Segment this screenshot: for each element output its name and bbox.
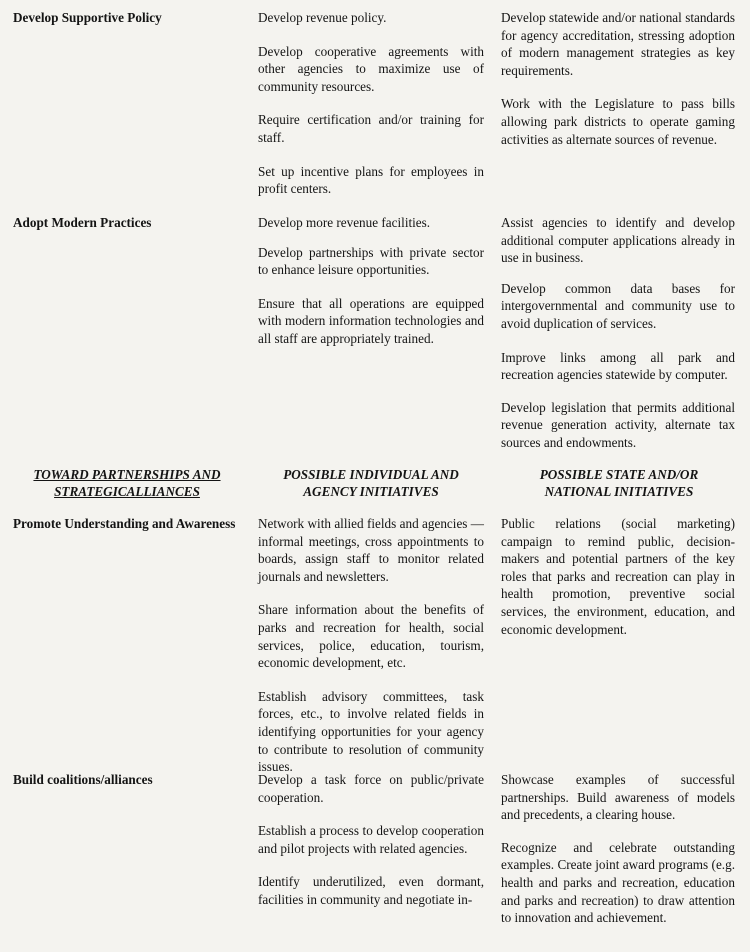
state-initiatives: [501, 771, 735, 927]
initiative-item: Ensure that all operations are equipped with modern information technologies and all staff are appropriately trained.: [258, 295, 484, 346]
initiative-item: Set up incentive plans for employees in profit centers.: [258, 163, 484, 197]
initiative-item: Recognize and celebrate outstanding examples. Create joint award programs (e.g. health and parks and recreation, education and parks and recreation) to draw attention to innovation and achievement.: [501, 839, 735, 926]
state-initiatives: [501, 515, 735, 638]
initiative-item: Develop more revenue facilities.: [258, 215, 431, 230]
initiative-item: Share information about the benefits of parks and recreation for health, social services, police, education, tourism, economic development, etc.: [258, 602, 484, 671]
individual-initiatives: [258, 214, 484, 348]
initiative-item: Showcase examples of successful partnerships. Build awareness of models and precedents, a clearing house.: [501, 772, 735, 823]
initiative-item: Develop revenue policy.: [258, 10, 387, 25]
state-initiatives: [501, 214, 735, 452]
column-header-individual: POSSIBLE INDIVIDUAL AND AGENCY INITIATIVES: [283, 467, 459, 499]
category-label: Adopt Modern Practices: [13, 215, 152, 230]
initiative-item: Improve links among all park and recreation agencies statewide by computer.: [501, 349, 735, 383]
initiative-item: Identify underutilized, even dormant, facilities in community and negotiate in-: [258, 874, 484, 907]
initiative-item: Develop legislation that permits additional revenue generation activity, alternate tax sources and endowments.: [501, 399, 735, 450]
individual-initiatives: [258, 515, 484, 776]
initiative-item: Work with the Legislature to pass bills allowing park districts to operate gaming activities as alternate sources of revenue.: [501, 96, 735, 147]
category-label: Promote Understanding and Awareness: [13, 516, 236, 531]
initiative-item: Develop statewide and/or national standards for agency accreditation, stressing adoption of modern management strategies as key requirements.: [501, 10, 735, 78]
individual-initiatives: [258, 771, 484, 909]
initiative-item: Develop cooperative agreements with other agencies to maximize use of community resources.: [258, 43, 484, 94]
initiative-item: Establish advisory committees, task forces, etc., to involve related fields in identifying opportunities for your agency to contribute to resolution of community issues.: [258, 688, 484, 775]
individual-initiatives: [258, 9, 484, 198]
initiative-item: Network with allied fields and agencies — informal meetings, cross appointments to boards, assign staff to monitor related journals and newsletters.: [258, 516, 484, 584]
initiative-item: Develop a task force on public/private cooperation.: [258, 772, 484, 805]
initiative-item: Public relations (social marketing) campaign to remind public, decision-makers and potential partners of the key roles that parks and recreation can play in health promotion, preventive social services, the environment, education, and economic development.: [501, 516, 735, 637]
column-header-state: POSSIBLE STATE AND/OR NATIONAL INITIATIVES: [539, 467, 699, 499]
initiative-item: Establish a process to develop cooperation and pilot projects with related agencies.: [258, 823, 484, 856]
initiative-item: Assist agencies to identify and develop additional computer applications already in use in business.: [501, 215, 735, 266]
state-initiatives: [501, 9, 735, 148]
category-label: Build coalitions/alliances: [13, 772, 153, 787]
section-title: TOWARD PARTNERSHIPS AND STRATEGICALLIANCES: [33, 467, 221, 499]
initiative-item: Develop partnerships with private sector to enhance leisure opportunities.: [258, 244, 484, 278]
category-label: Develop Supportive Policy: [13, 10, 162, 25]
initiative-item: Require certification and/or training for staff.: [258, 112, 484, 145]
initiative-item: Develop common data bases for intergovernmental and community use to avoid duplication of services.: [501, 280, 735, 331]
